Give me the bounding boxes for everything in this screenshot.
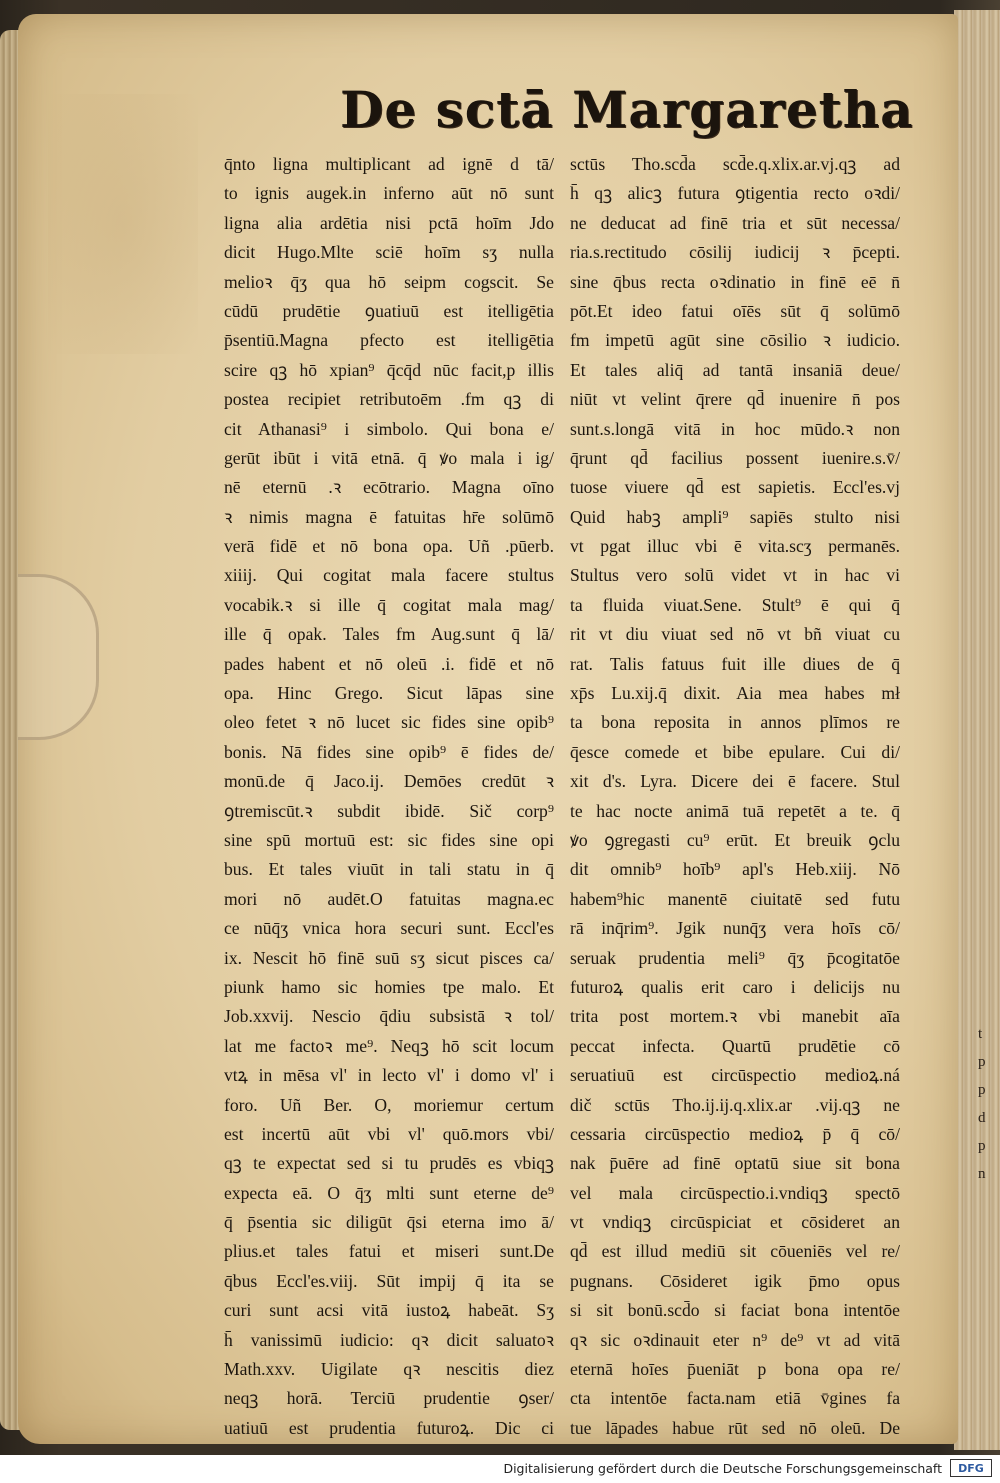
text-line: seruatiuū est circūspectio medioꝝ.ná <box>570 1065 900 1086</box>
text-line: pōt.Et ideo fatui oīēs sūt q̄ solūmō <box>570 300 900 321</box>
facing-text-fragment: t <box>978 1026 983 1042</box>
text-line: oleo fetet ꝛ nō lucet sic fides sine opib⁹ <box>224 712 554 733</box>
text-line: ꝯtremiscūt.ꝛ subdit ibidē. Sič corp⁹ <box>224 800 554 821</box>
text-line: te hac nocte animā tuā repetēt a te. q̄ <box>570 800 900 821</box>
text-line: Stultus vero solū videt vt in hac vi <box>570 565 900 586</box>
text-line: vt pgat illuc vbi ē vita.scʒ permanēs. <box>570 536 900 557</box>
text-line: ꝟo ꝯgregasti cu⁹ erūt. Et breuik ꝯclu <box>570 829 900 850</box>
text-line: piunk hamo sic homies tpe malo. Et <box>224 976 554 997</box>
book-right-edge <box>954 10 1000 1450</box>
text-line: xit d's. Lyra. Dicere dei ē facere. Stul <box>570 771 900 792</box>
text-line: to ignis augek.in inferno aūt nō sunt <box>224 183 554 204</box>
facing-text-fragment: p <box>978 1138 986 1154</box>
text-line: qꝛ sic oꝛdinauit eter n⁹ de⁹ vt ad vitā <box>570 1329 900 1350</box>
text-line: lat me factoꝛ me⁹. Neqꝫ hō scit locum <box>224 1035 554 1056</box>
facing-text-fragment: d <box>978 1110 986 1126</box>
text-line: ligna alia ardētia nisi pctā hoīm Jdo <box>224 212 554 233</box>
text-line: est incertū aūt vbi vl' quō.mors vbi/ <box>224 1123 554 1144</box>
text-line: ta fluida viuat.Sene. Stult⁹ ē qui q̄ <box>570 594 900 615</box>
text-line: opa. Hinc Grego. Sicut lāpas sine <box>224 683 554 704</box>
text-line: rā inq̄rim⁹. Jgik nunq̄ʒ vera hoīs cō/ <box>570 918 900 939</box>
text-line: pades habent et nō oleū .i. fidē et nō <box>224 653 554 674</box>
footer-bar <box>0 1455 1000 1483</box>
text-line: fm impetū agūt sine cōsilio ꝛ iudicio. <box>570 330 900 351</box>
text-line: nē eternū .ꝛ ecōtrario. Magna oīno <box>224 477 554 498</box>
text-line: foro. Uñ Ber. O, moriemur certum <box>224 1094 554 1115</box>
text-line: cta intentōe facta.nam etiā v̄gines fa <box>570 1388 900 1409</box>
text-line: nak p̄uēre ad finē optatū siue sit bona <box>570 1153 900 1174</box>
text-line: sine spū mortuū est: sic fides sine opi <box>224 829 554 850</box>
text-line: futuroꝝ qualis erit caro i delicijs nu <box>570 976 900 997</box>
text-line: sine q̄bus recta oꝛdinatio in finē eē n̄ <box>570 271 900 292</box>
text-line: ille q̄ opak. Tales fm Aug.sunt q̄ lā/ <box>224 624 554 645</box>
text-line: xp̄s Lu.xij.q̄ dixit. Aia mea habes mł <box>570 683 900 704</box>
text-line: q̄nto ligna multiplicant ad ignē d tā/ <box>224 154 554 174</box>
text-line: q̄ p̄sentia sic diligūt q̄si eterna imo ā/ <box>224 1212 554 1233</box>
right-text-column <box>570 150 900 1443</box>
text-line: plius.et tales fatui et miseri sunt.De <box>224 1241 554 1262</box>
text-line: dit omnib⁹ hoīb⁹ apl's Heb.xiij. Nō <box>570 859 900 880</box>
text-line: ria.s.rectitudo cōsilij iudicij ꝛ p̄cepti. <box>570 242 900 263</box>
text-line: bus. Et tales viuūt in tali statu in q̄ <box>224 859 554 880</box>
text-line: sctūs Tho.scd̄a scd̄e.q.xlix.ar.vj.qꝫ ad <box>570 154 900 174</box>
text-line: dič sctūs Tho.ij.ij.q.xlix.ar .vij.qꝫ ne <box>570 1094 900 1115</box>
text-line: vtꝝ in mēsa vl' in lecto vl' i domo vl' i <box>224 1065 554 1086</box>
text-line: bonis. Nā fides sine opib⁹ ē fides de/ <box>224 741 554 762</box>
text-line: ce nūq̄ʒ vnica hora securi sunt. Eccl'es <box>224 918 554 939</box>
text-line: expecta eā. O q̄ʒ mlti sunt eterne de⁹ <box>224 1182 554 1203</box>
text-line: habem⁹hic manentē ciuitatē sed futu <box>570 888 900 909</box>
facing-text-fragment: n <box>978 1166 986 1182</box>
text-line: q̄bus Eccl'es.viij. Sūt impij q̄ ita se <box>224 1270 554 1291</box>
text-line: dicit Hugo.Mlte sciē hoīm sʒ nulla <box>224 242 554 263</box>
page-stain <box>48 94 198 354</box>
text-line: qd̄ est illud mediū sit cōueniēs vel re/ <box>570 1241 900 1262</box>
text-line: rat. Talis fatuus fuit ille diues de q̄ <box>570 653 900 674</box>
text-line: postea recipiet retributoēm .fm qꝫ di <box>224 389 554 410</box>
text-line: melioꝛ q̄ʒ qua hō seipm cogscit. Se <box>224 271 554 292</box>
text-line: si sit bonū.scd̄o si faciat bona intentōe <box>570 1300 900 1321</box>
text-line: p̄sentiū.Magna pfecto est itelligētia <box>224 330 554 351</box>
text-line: pugnans. Cōsideret igik p̄mo opus <box>570 1270 900 1291</box>
facing-text-fragment: p <box>978 1082 986 1098</box>
text-line: trita post mortem.ꝛ vbi manebit aīa <box>570 1006 900 1027</box>
text-line: h̄ qꝫ alicꝫ futura ꝯtigentia recto oꝛdi/ <box>570 183 900 204</box>
text-line: tuose viuere qd̄ est sapietis. Eccl'es.vj <box>570 477 900 498</box>
text-line: Quid habꝫ ampli⁹ sapiēs stulto nisi <box>570 506 900 527</box>
page-curl <box>18 574 99 740</box>
facing-text-fragment: p <box>978 1054 986 1070</box>
text-line: Job.xxvij. Nescio q̄diu subsistā ꝛ tol/ <box>224 1006 554 1027</box>
text-line: tue lāpades habue rūt sed nō oleū. De <box>570 1417 900 1438</box>
text-line: uatiuū est prudentia futuroꝝ. Dic ci <box>224 1417 554 1438</box>
text-line: gerūt ibūt i vitā etnā. q̄ ꝟo mala i ig/ <box>224 447 554 468</box>
text-line: Math.xxv. Uigilate qꝛ nescitis diez <box>224 1359 554 1380</box>
left-text-column <box>224 150 554 1443</box>
text-line: vt vndiqꝫ circūspiciat et cōsideret an <box>570 1212 900 1233</box>
text-line: vocabik.ꝛ si ille q̄ cogitat mala mag/ <box>224 594 554 615</box>
text-line: q̄esce comede et bibe epulare. Cui di/ <box>570 741 900 762</box>
text-line: h̄ vanissimū iudicio: qꝛ dicit saluatoꝛ <box>224 1329 554 1350</box>
text-line: q̄runt qd̄ facilius possent iuenire.s.v̄/ <box>570 447 900 468</box>
text-line: monū.de q̄ Jaco.ij. Demōes credūt ꝛ <box>224 771 554 792</box>
text-line: cit Athanasi⁹ i simbolo. Qui bona e/ <box>224 418 554 439</box>
text-line: vel mala circūspectio.i.vndiqꝫ spectō <box>570 1182 900 1203</box>
text-line: ix. Nescit hō finē suū sʒ sicut pisces ca/ <box>224 947 554 968</box>
text-line: scire qꝫ hō xpian⁹ q̄cq̄d nūc facit,p illis <box>224 359 554 380</box>
text-line: ne deducat ad finē tria et sūt necessa/ <box>570 212 900 233</box>
text-line: neqꝫ horā. Terciū prudentie ꝯser/ <box>224 1388 554 1409</box>
page-heading: De sctā Margaretha <box>340 80 914 139</box>
text-line: cessaria circūspectio medioꝝ p̄ q̄ cō/ <box>570 1123 900 1144</box>
text-line: eternā hoīes p̄ueniāt p bona opa re/ <box>570 1359 900 1380</box>
text-line: ꝛ nimis magna ē fatuitas hr̄e solūmō <box>224 506 554 527</box>
text-line: curi sunt acsi vitā iustoꝝ habeāt. Sʒ <box>224 1300 554 1321</box>
footer-credit: Digitalisierung gefördert durch die Deutsche Forschungsgemeinschaft <box>503 1461 942 1476</box>
text-line: rit vt diu viuat sed nō vt bñ viuat cu <box>570 624 900 645</box>
text-line: cūdū prudētie ꝯuatiuū est itelligētia <box>224 300 554 321</box>
text-line: mori nō audēt.O fatuitas magna.ec <box>224 888 554 909</box>
text-line: ta bona reposita in annos plīmos re <box>570 712 900 733</box>
text-line: seruak prudentia meli⁹ q̄ʒ p̄cogitatōe <box>570 947 900 968</box>
text-line: verā fidē et nō bona opa. Uñ .pūerb. <box>224 536 554 557</box>
text-line: niūt vt velint q̄rere qd̄ inuenire n̄ pos <box>570 389 900 410</box>
text-line: xiiij. Qui cogitat mala facere stultus <box>224 565 554 586</box>
facing-page-fragments <box>978 1020 1000 1188</box>
dfg-logo: DFG <box>950 1459 992 1477</box>
text-line: qꝫ te expectat sed si tu prudēs es vbiqꝫ <box>224 1153 554 1174</box>
text-line: peccat infecta. Quartū prudētie cō <box>570 1035 900 1056</box>
text-line: Et tales aliq̄ ad tantā insaniā deue/ <box>570 359 900 380</box>
text-line: sunt.s.longā vitā in hoc mūdo.ꝛ non <box>570 418 900 439</box>
